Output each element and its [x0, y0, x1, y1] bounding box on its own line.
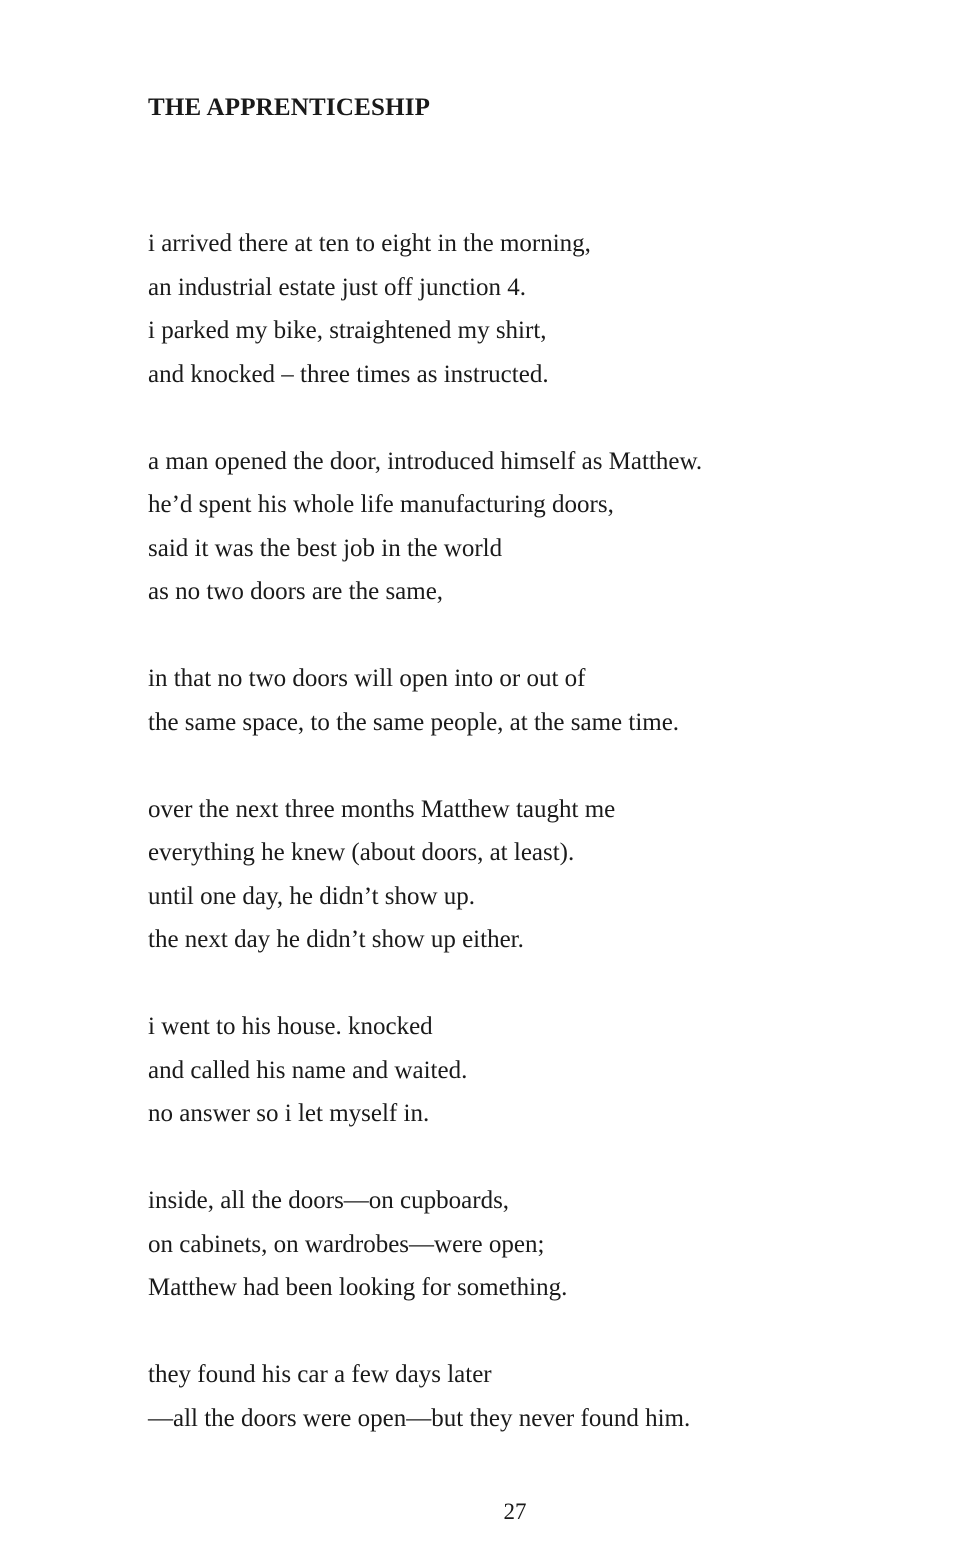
- poem-line: an industrial estate just off junction 4.: [148, 273, 526, 301]
- stanza: [148, 1005, 928, 1136]
- stanza: [148, 1179, 928, 1310]
- poem-line: a man opened the door, introduced himself as Matthew.: [148, 447, 703, 475]
- poem-line: i parked my bike, straightened my shirt,: [148, 317, 547, 344]
- poem-line: he’d spent his whole life manufacturing doors,: [148, 491, 614, 518]
- stanza: [148, 788, 928, 962]
- poem-line: everything he knew (about doors, at least).: [148, 839, 575, 866]
- poem-line: until one day, he didn’t show up.: [148, 882, 476, 910]
- stanza: [148, 222, 928, 396]
- poem-line: i arrived there at ten to eight in the morning,: [148, 230, 591, 257]
- stanza: [148, 440, 928, 614]
- poem-body: [148, 222, 928, 1484]
- poem-line: on cabinets, on wardrobes—were open;: [148, 1230, 545, 1258]
- poem-line: Matthew had been looking for something.: [148, 1274, 568, 1301]
- poem-line: said it was the best job in the world: [148, 534, 503, 562]
- stanza: [148, 657, 928, 744]
- poem-line: no answer so i let myself in.: [148, 1100, 430, 1127]
- page-number: 27: [503, 1499, 527, 1524]
- poem-line: inside, all the doors—on cupboards,: [148, 1187, 510, 1214]
- poem-title: THE APPRENTICESHIP: [148, 94, 431, 121]
- poem-line: i went to his house. knocked: [148, 1013, 433, 1040]
- poem-line: they found his car a few days later: [148, 1361, 492, 1388]
- poem-line: and knocked – three times as instructed.: [148, 360, 549, 388]
- poem-line: the next day he didn’t show up either.: [148, 926, 524, 953]
- poem-line: in that no two doors will open into or out of: [148, 665, 586, 692]
- poem-line: the same space, to the same people, at the same time.: [148, 708, 680, 736]
- poem-line: and called his name and waited.: [148, 1056, 468, 1084]
- poem-line: as no two doors are the same,: [148, 578, 444, 605]
- poem-line: —all the doors were open—but they never found him.: [148, 1404, 691, 1432]
- stanza: [148, 1353, 928, 1440]
- poem-line: over the next three months Matthew taught me: [148, 795, 616, 823]
